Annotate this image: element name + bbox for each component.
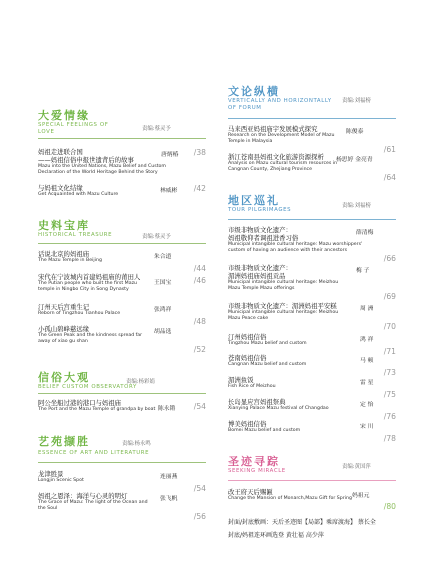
entry-english-title: Municipal intangible cultural heritage: Meizhou Mazu Temple Mazu offerings [228, 280, 339, 291]
entry-english-title: Municipal intangible cultural heritage: Mazu worshippers' custom of having an audience with their ancestors [228, 242, 363, 253]
section-title: 圣迹寻踪 [228, 455, 280, 468]
entry-english-title: Research on the Development Model of Mazu Temple in Malaysia [228, 133, 335, 144]
section-belief-custom [38, 372, 206, 391]
cover-credit-line: 封面/封底敷画：天后圣迹图【局部】乘席渡海】 蔡长全 [228, 519, 376, 526]
section-subtitle: HISTORICAL TREASURE [38, 232, 113, 238]
entry-author: 陈永锵 [158, 406, 176, 412]
entry-english-title: Municipal intangible cultural heritage: Meizhou Mazu Peace cake [228, 310, 339, 321]
entry-title: 妈祖走进联合国 [38, 148, 83, 156]
entry-author: 鸿 祥 [360, 337, 374, 343]
section-title: 史料宝库 [38, 219, 90, 232]
entry-author: 林威彬 [160, 188, 178, 194]
entry-page: /46 [193, 276, 206, 285]
entry-page: /54 [193, 402, 206, 411]
entry-title: 长岛显应宫妈祖祭典 [228, 398, 286, 406]
entry-page: /54 [193, 483, 206, 493]
section-subtitle: BELIEF CUSTOM OBSERVATORY [38, 384, 137, 390]
entry-page: /80 [383, 501, 396, 511]
entry-page: /76 [383, 411, 396, 421]
section-editor: 责编:杨彩娟 [126, 379, 155, 385]
divider [38, 243, 206, 244]
section-title: 艺苑撷胜 [38, 435, 90, 448]
entry-english-title: Bomei Mazu belief and custom [228, 428, 301, 433]
section-subtitle: SPECIAL FEELINGS OF LOVE [38, 122, 109, 135]
toc-entry[interactable] [228, 264, 396, 301]
section-editor: 责编:蔡灵予 [142, 126, 171, 132]
toc-entry[interactable] [38, 273, 206, 293]
entry-page: /70 [383, 321, 396, 331]
entry-page: /61 [383, 144, 396, 154]
section-editor: 责编:刘福榜 [342, 98, 371, 104]
entry-title: 马来西亚妈祖庙宇发展模式探究 [228, 125, 318, 133]
entry-title-line2: 妈祖敬仰者调祖进香习俗 [228, 234, 299, 242]
entry-english-title: Fish Rice of Meizhou [228, 384, 276, 389]
section-editor: 责编:黄国萍 [342, 464, 371, 470]
section-title: 大爱情缘 [38, 109, 90, 122]
back-cover-credit-line: 封底/妈祖连环画选登 黄壮福 高少萍 [228, 532, 324, 539]
toc-entry[interactable] [228, 354, 396, 377]
entry-english-title: Mazu into the United Nations, Mazu Belief and Custom Declaration of the World Heritage Behind the Story [38, 164, 166, 175]
toc-entry[interactable] [38, 325, 206, 354]
toc-entry[interactable] [38, 303, 206, 326]
entry-english-title: The Port and the Mazu Temple of grandpa by boat [38, 407, 156, 412]
entry-title: 苍南妈祖信俗 [228, 354, 267, 362]
entry-title: 市级非物质文化遗产：湄洲妈祖平安糕 [228, 302, 337, 310]
entry-title: 话说北京的妈祖庙 [38, 250, 90, 258]
entry-author: 连丽燕 [160, 474, 178, 480]
entry-page: /64 [383, 172, 396, 182]
section-forum [228, 86, 396, 111]
section-tour-pilgrimages [228, 195, 396, 214]
entry-english-title: Reborn of Tingzhou Tianhou Palace [38, 311, 121, 316]
entry-title: 博美妈祖信俗 [228, 420, 267, 428]
toc-entry[interactable] [228, 333, 396, 356]
entry-english-title: The Putian people who built the first Mazu temple in Ningbo City in Song Dynasty [38, 281, 137, 292]
toc-entry[interactable] [228, 420, 396, 443]
entry-author: 宋 川 [360, 424, 374, 430]
entry-page: /52 [193, 344, 206, 354]
entry-author: 王国宝 [154, 280, 172, 286]
divider [38, 138, 206, 139]
entry-english-title: Longjin Scenic Spot [38, 478, 84, 483]
entry-english-title: Xianying Palace Mazu festival of Changdao [228, 406, 329, 411]
entry-author: 马 顿 [360, 358, 374, 364]
entry-english-title: The Green Peak and the kindness spread far away of xiao gu shan [38, 333, 143, 344]
section-subtitle: TOUR PILGRIMAGES [228, 207, 292, 213]
toc-entry[interactable] [228, 226, 396, 263]
entry-title: 龙津胜景 [38, 470, 64, 478]
entry-title: 改王府天后赐匾 [228, 488, 273, 496]
entry-title-line2: 湄洲妈祖庙妈祖贡品 [228, 272, 286, 280]
entry-page: /71 [383, 346, 396, 356]
entry-author: 朱合道 [154, 254, 172, 260]
entry-english-title: Tingzhou Mazu belief and custom [228, 341, 307, 346]
entry-title: 市级非物质文化遗产： [228, 264, 292, 272]
entry-english-title: The Grace of Mazu: The light of the Ocean and the Soul [38, 500, 148, 511]
entry-author: 张鸿祥 [154, 307, 172, 313]
toc-entry[interactable] [38, 470, 206, 493]
section-seeking-miracle [228, 456, 396, 475]
toc-entry[interactable] [228, 398, 396, 421]
entry-title: 浙江苍南县妈祖文化旅游资源探析 [228, 153, 324, 161]
section-special-feelings [38, 110, 206, 135]
section-editor: 责编:刘福榜 [342, 203, 371, 209]
toc-entry[interactable] [38, 492, 206, 521]
toc-entry[interactable] [228, 125, 396, 154]
section-title: 信俗大观 [38, 371, 90, 384]
section-subtitle: VERTICALLY AND HORIZONTALLY OF FORUM [228, 98, 332, 111]
entry-page: /56 [193, 511, 206, 521]
entry-english-title: The Mazu Temple in Beijing [38, 258, 102, 263]
divider [228, 118, 396, 119]
entry-author: 周 洲 [360, 306, 374, 312]
entry-english-title: Get Acquainted with Mazu Culture [38, 192, 119, 197]
entry-author: 胡品选 [154, 329, 172, 335]
toc-entry[interactable] [228, 376, 396, 399]
entry-author: 妈祖元 [352, 493, 370, 499]
divider [228, 219, 396, 220]
entry-page: /75 [383, 389, 396, 399]
section-subtitle: ESSENCE OF ART AND LITERATURE [38, 450, 150, 456]
entry-title: 与妈祖文化结缘 [38, 184, 83, 192]
divider [38, 462, 206, 463]
toc-entry[interactable] [38, 184, 206, 198]
entry-title: 小孤山碧峰慈远缘 [38, 325, 90, 333]
entry-page: /42 [193, 184, 206, 193]
entry-page: /78 [383, 433, 396, 443]
entry-page: /73 [383, 367, 396, 377]
entry-english-title: Cangnan Mazu belief and custom [228, 362, 307, 367]
entry-page: /48 [193, 316, 206, 326]
toc-entry[interactable] [228, 302, 396, 331]
toc-entry[interactable] [228, 488, 396, 511]
toc-entry[interactable] [38, 250, 206, 273]
entry-author: 杨思婷 金亮青 [336, 157, 373, 163]
entry-title-line2: ——妈祖信俗申报世遗背后的故事 [38, 156, 134, 164]
section-title: 文论纵横 [228, 85, 280, 98]
section-historical-treasure [38, 220, 206, 239]
section-art-literature [38, 436, 206, 457]
section-subtitle: SEEKING MIRACLE [228, 468, 286, 474]
section-editor: 责编:杨永鸣 [122, 441, 151, 447]
entry-page: /44 [193, 263, 206, 273]
toc-entry[interactable] [38, 148, 206, 176]
entry-title: 汀州妈祖信俗 [228, 333, 267, 341]
divider [38, 393, 206, 394]
entry-author: 定 怡 [360, 402, 374, 408]
entry-author: 唐炳椿 [161, 152, 179, 158]
entry-author: 雷 星 [360, 380, 374, 386]
entry-english-title: Analysis on Mazu cultural tourism resources in Cangnan County, Zhejiang Province [228, 161, 338, 172]
entry-title: 汀州天后宫重生记 [38, 303, 90, 311]
entry-author: 梅 子 [356, 268, 370, 274]
toc-entry[interactable] [38, 399, 206, 413]
entry-title: 妈祖之恩泽：海洋与心灵的明灯 [38, 492, 128, 500]
entry-english-title: Change the Mansion of Monarch,Mazu Gift for Spring [228, 496, 352, 501]
entry-title: 湄洲鱼饭 [228, 376, 254, 384]
entry-title: 阿公坐船过港的港口与妈祖庙 [38, 399, 122, 407]
entry-page: /38 [193, 148, 206, 157]
entry-page: /69 [383, 291, 396, 301]
section-title: 地区巡礼 [228, 194, 280, 207]
entry-author: 陈俊泰 [346, 129, 364, 135]
entry-author: 张飞帆 [160, 496, 178, 502]
entry-title: 市级非物质文化遗产： [228, 226, 292, 234]
entry-author: 薛清梅 [356, 230, 374, 236]
toc-entry[interactable] [228, 153, 396, 182]
divider [228, 480, 396, 481]
entry-title: 宋代在宁波城内首建妈祖庙的莆田人 [38, 273, 141, 281]
section-editor: 责编:蔡灵予 [142, 234, 171, 240]
entry-page: /66 [383, 253, 396, 263]
